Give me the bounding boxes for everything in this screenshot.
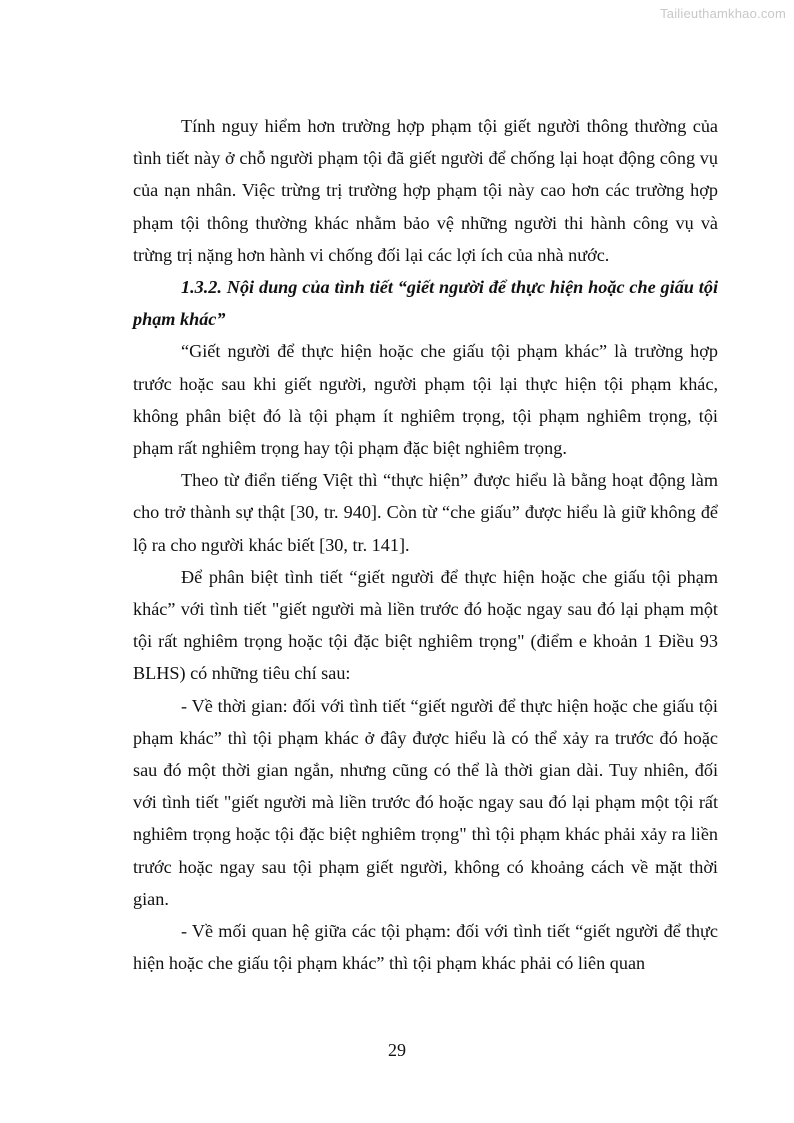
page-number: 29 (388, 1040, 406, 1060)
section-heading: 1.3.2. Nội dung của tình tiết “giết người để thực hiện hoặc che giấu tội phạm khác” (133, 277, 718, 330)
paragraph: Để phân biệt tình tiết “giết người để thực hiện hoặc che giấu tội phạm khác” với tình tiết "giết người mà liền trước đó hoặc ngay sau đó lại phạm một tội rất nghiêm trọng hoặc tội đặc biệt nghiêm trọng" (điểm e khoản 1 Điều 93 BLHS) có những tiêu chí sau: (133, 566, 718, 684)
paragraph: - Về thời gian: đối với tình tiết “giết người để thực hiện hoặc che giấu tội phạm khác” thì tội phạm khác ở đây được hiểu là có thể xảy ra trước đó hoặc sau đó một thời gian ngắn, nhưng cũng có thể là thời gian dài. Tuy nhiên, đối với tình tiết "giết người mà liền trước đó hoặc ngay sau đó lại phạm một tội rất nghiêm trọng hoặc tội đặc biệt nghiêm trọng" thì tội phạm khác phải xảy ra liền trước hoặc ngay sau tội phạm giết người, không có khoảng cách về mặt thời gian. (133, 695, 718, 909)
paragraph: - Về mối quan hệ giữa các tội phạm: đối với tình tiết “giết người để thực hiện hoặc che giấu tội phạm khác” thì tội phạm khác phải có liên quan (133, 921, 718, 974)
paragraph: “Giết người để thực hiện hoặc che giấu tội phạm khác” là trường hợp trước hoặc sau khi giết người, người phạm tội lại thực hiện tội phạm khác, không phân biệt đó là tội phạm ít nghiêm trọng, tội phạm nghiêm trọng, tội phạm rất nghiêm trọng hay tội phạm đặc biệt nghiêm trọng. (133, 341, 718, 459)
paragraph: Theo từ điển tiếng Việt thì “thực hiện” được hiểu là bằng hoạt động làm cho trở thành sự thật [30, tr. 940]. Còn từ “che giấu” được hiểu là giữ không để lộ ra cho người khác biết [30, tr. 141]. (133, 470, 718, 555)
paragraph: Tính nguy hiểm hơn trường hợp phạm tội giết người thông thường của tình tiết này ở chỗ người phạm tội đã giết người để chống lại hoạt động công vụ của nạn nhân. Việc trừng trị trường hợp phạm tội này cao hơn các trường hợp phạm tội thông thường khác nhằm bảo vệ những người thi hành công vụ và trừng trị nặng hơn hành vi chống đối lại các lợi ích của nhà nước. (133, 116, 718, 265)
document-body (133, 110, 718, 979)
watermark: Tailieuthamkhao.com (660, 6, 786, 21)
